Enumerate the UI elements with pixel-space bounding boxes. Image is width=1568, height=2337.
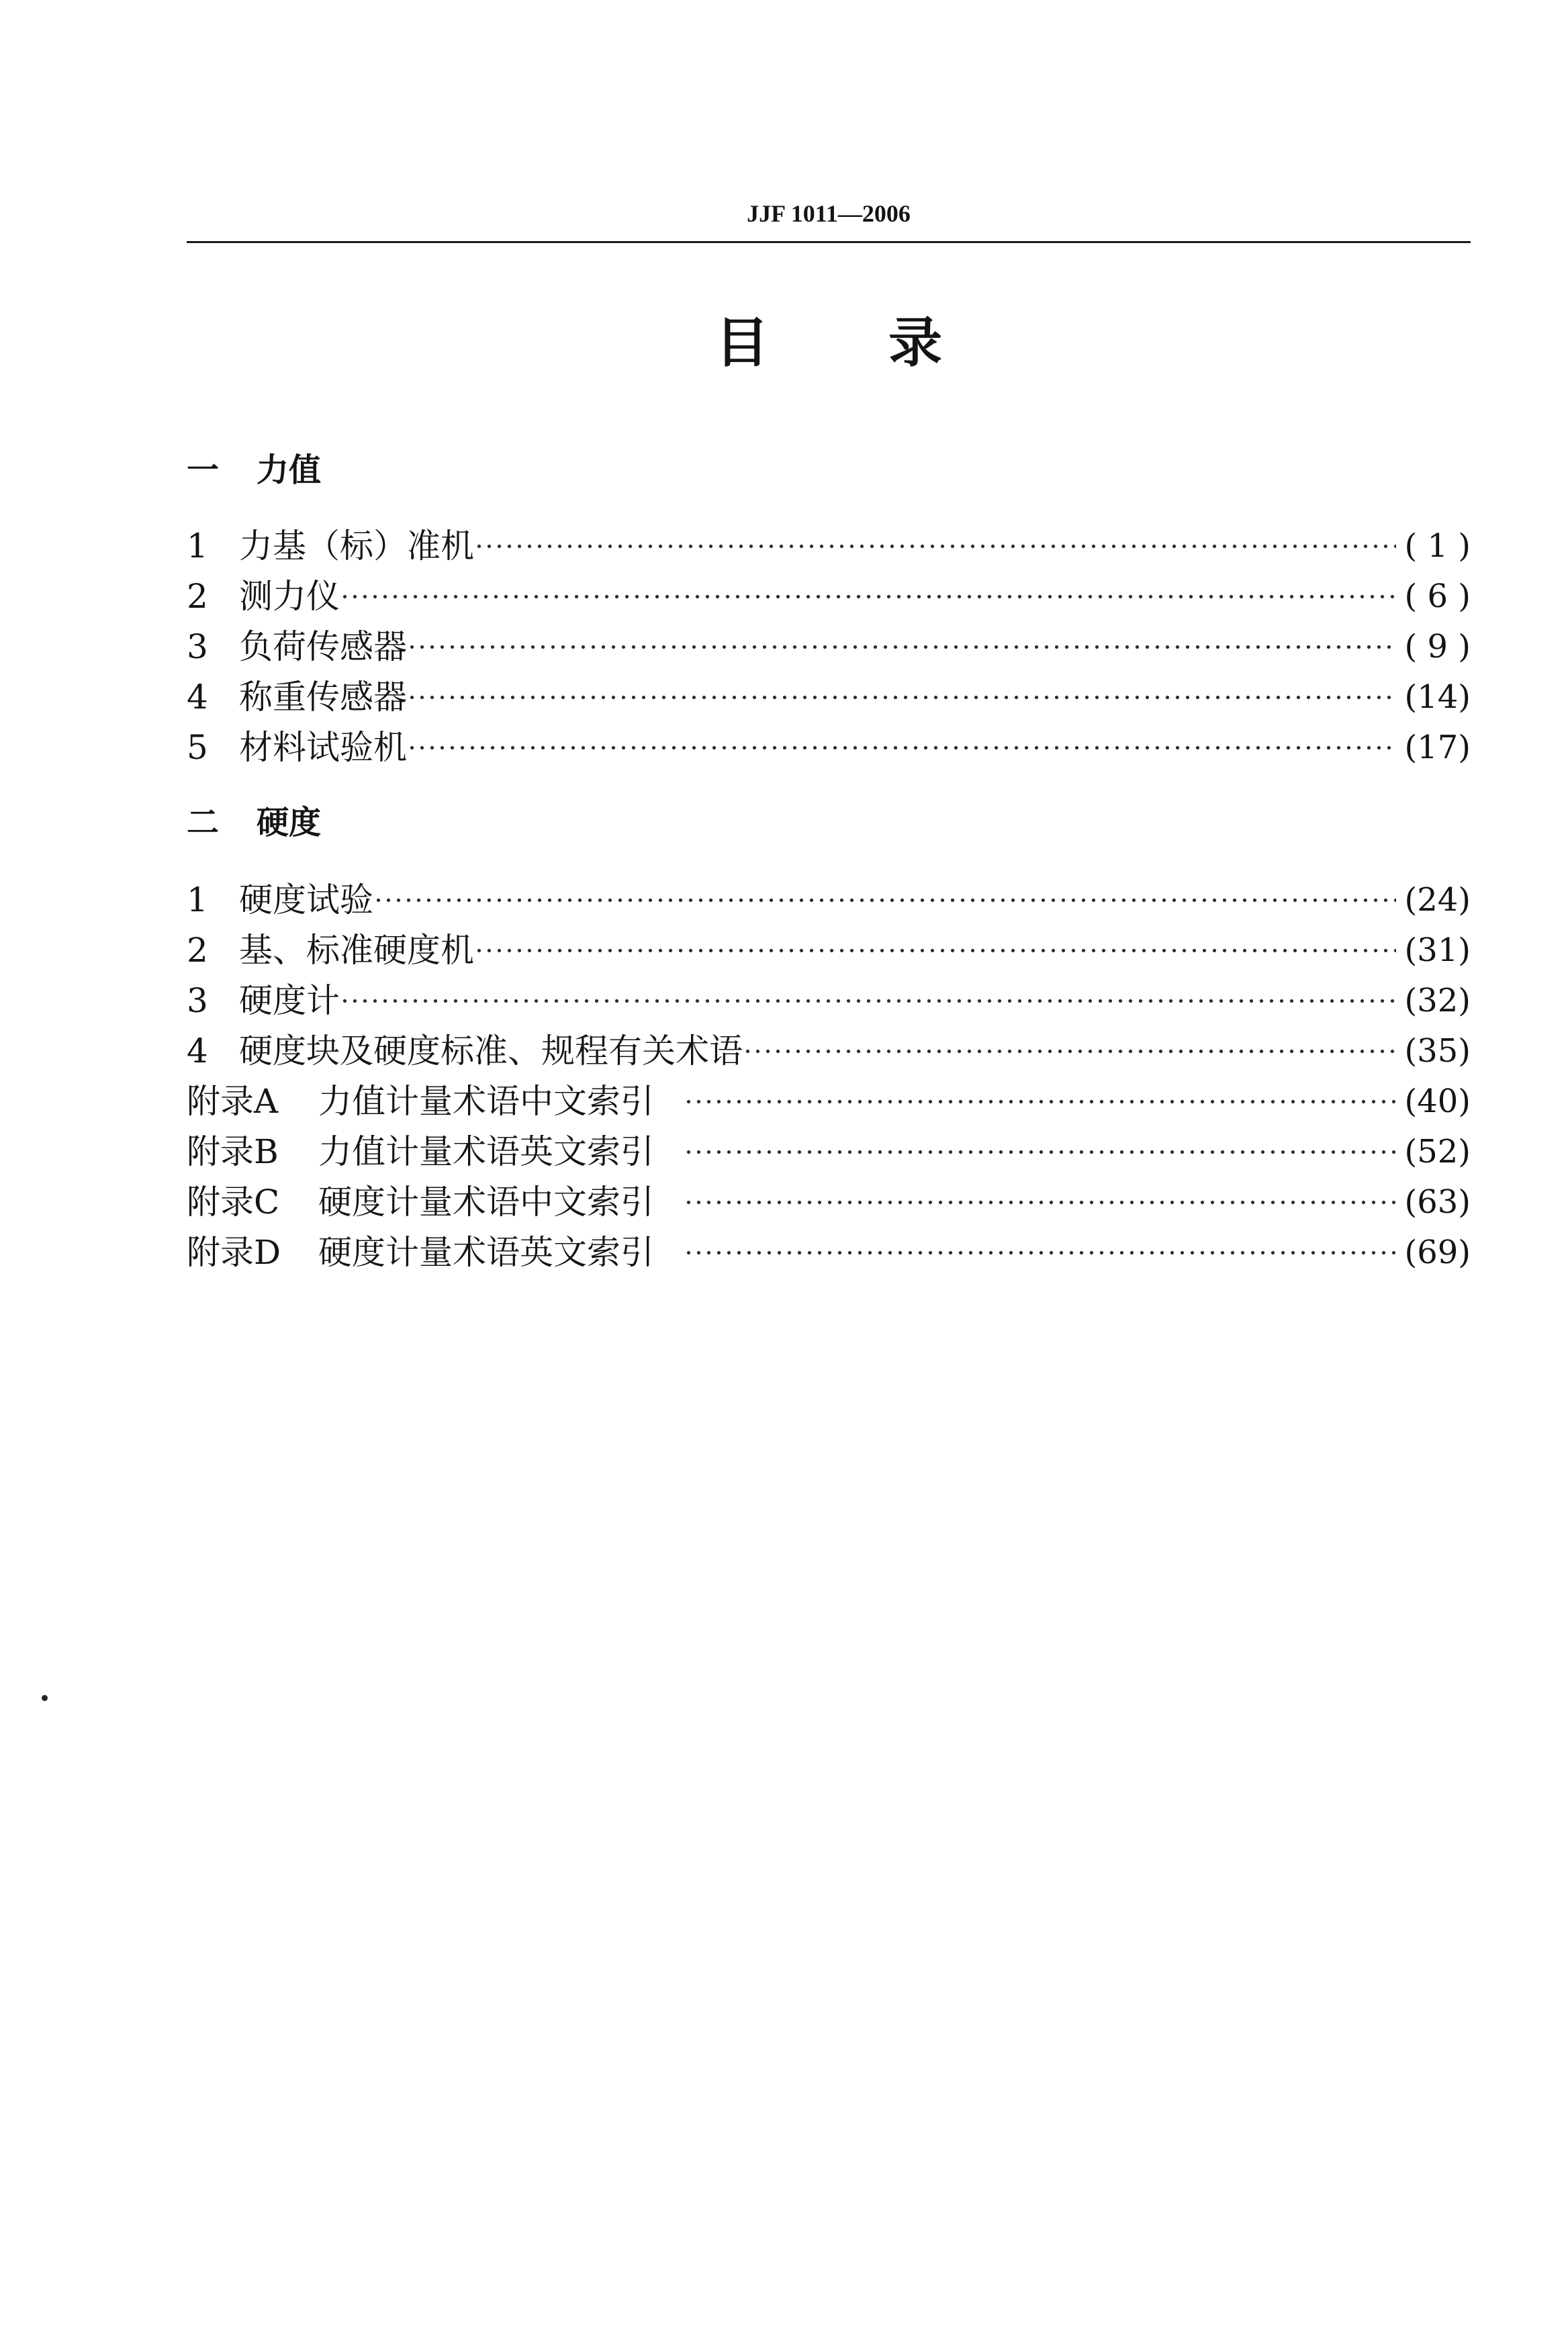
section-heading-hardness [187,797,1471,848]
appendix-page: (52) [1404,1133,1471,1171]
toc-entry [187,571,1471,622]
section-label: 力值 [257,451,322,489]
dot-leader [474,925,1396,976]
appendix-number: 附录B [187,1132,279,1171]
entry-label: 力基（标）准机 [239,526,474,565]
entry-page: (35) [1404,1032,1471,1070]
entry-page: (24) [1404,881,1471,919]
section-heading-force [187,445,1471,496]
entry-page: (32) [1404,982,1471,1019]
dot-leader [684,1177,1396,1228]
toc-entry [187,925,1471,976]
section-number: 二 [187,804,220,841]
dot-leader [743,1026,1396,1076]
dot-leader [340,571,1396,622]
dot-leader [474,521,1396,571]
toc-appendix-entry [187,1228,1471,1278]
appendix-number: 附录A [187,1082,279,1121]
appendix-label: 力值计量术语英文索引 [318,1132,654,1171]
toc-entry [187,1026,1471,1076]
entry-label: 负荷传感器 [239,627,407,666]
entry-label: 基、标准硬度机 [239,931,474,970]
dot-leader [407,723,1396,773]
header-rule [187,241,1471,243]
toc-entry [187,521,1471,571]
scan-speck [42,1695,48,1701]
dot-leader [340,976,1396,1026]
appendix-number: 附录D [187,1233,281,1272]
entry-number: 3 [187,981,208,1020]
entry-page: (17) [1404,729,1471,766]
toc-entry [187,672,1471,723]
entry-label: 材料试验机 [239,728,407,767]
entry-number: 2 [187,931,208,970]
toc-appendix-entry [187,1076,1471,1127]
toc-entry [187,622,1471,672]
entry-label: 称重传感器 [239,678,407,717]
entry-label: 硬度块及硬度标准、规程有关术语 [239,1032,743,1070]
dot-leader [407,622,1396,672]
entry-number: 4 [187,1032,208,1070]
dot-leader [373,875,1396,925]
toc-appendix-entry [187,1177,1471,1228]
entry-number: 3 [187,627,208,666]
dot-leader [684,1228,1396,1278]
table-of-contents [187,445,1471,1278]
entry-label: 硬度试验 [239,880,373,919]
dot-leader [407,672,1396,723]
entry-page: ( 9 ) [1404,628,1471,666]
page-title-text: 目录 [715,312,1062,374]
entry-number: 5 [187,728,208,767]
entry-label: 硬度计 [239,981,340,1020]
entry-number: 1 [187,880,208,919]
appendix-label: 硬度计量术语中文索引 [318,1183,654,1222]
entry-number: 2 [187,577,208,616]
entry-page: (31) [1404,931,1471,969]
appendix-page: (40) [1404,1083,1471,1120]
section-label: 硬度 [257,804,322,841]
dot-leader [684,1127,1396,1177]
dot-leader [684,1076,1396,1127]
appendix-page: (63) [1404,1183,1471,1221]
appendix-number: 附录C [187,1183,280,1222]
appendix-label: 力值计量术语中文索引 [318,1082,654,1121]
toc-appendix-entry [187,1127,1471,1177]
entry-page: ( 6 ) [1404,578,1471,615]
appendix-page: (69) [1404,1234,1471,1271]
toc-entry [187,723,1471,773]
entry-number: 1 [187,526,208,565]
toc-entry [187,976,1471,1026]
running-header-code: JJF 1011—2006 [747,200,911,227]
appendix-label: 硬度计量术语英文索引 [318,1233,654,1272]
page-title [187,310,1471,377]
entry-number: 4 [187,678,208,717]
entry-label: 测力仪 [239,577,340,616]
entry-page: ( 1 ) [1404,527,1471,565]
toc-entry [187,875,1471,925]
section-number: 一 [187,451,220,489]
entry-page: (14) [1404,678,1471,716]
